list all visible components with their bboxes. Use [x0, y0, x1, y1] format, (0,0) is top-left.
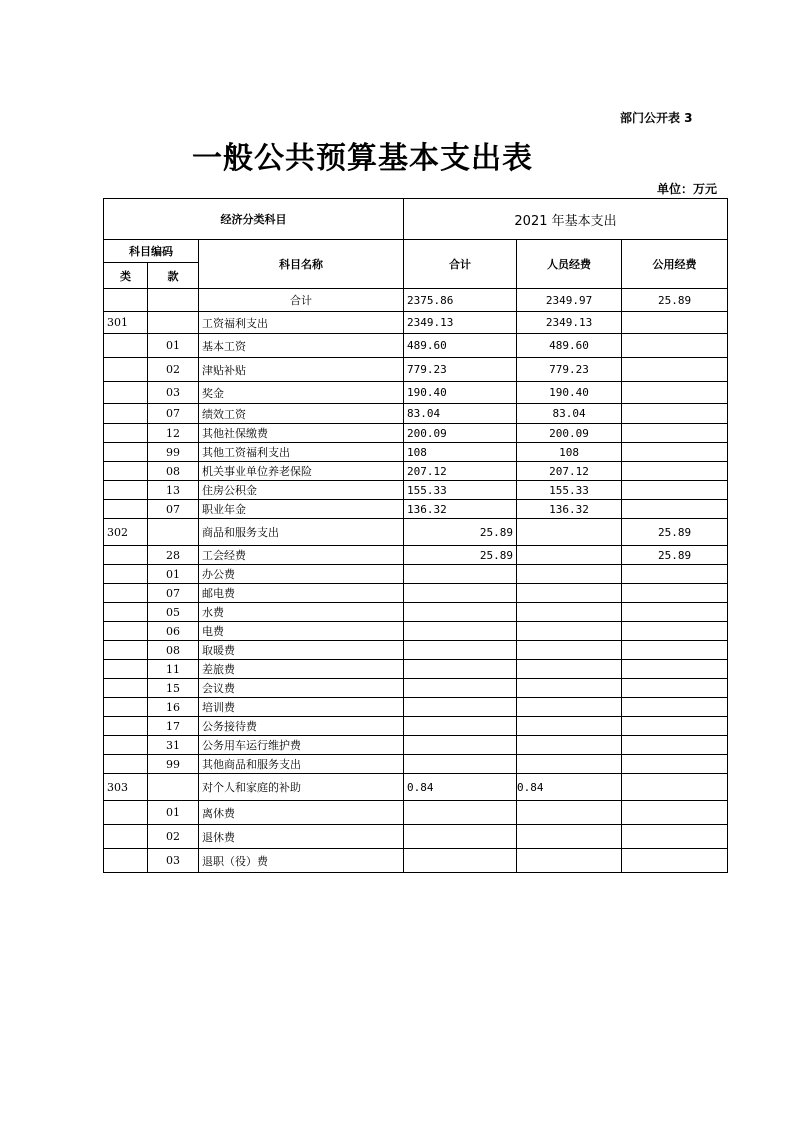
cell-item-code: 03 — [148, 382, 199, 404]
cell-class-code — [104, 755, 148, 774]
cell-public — [622, 358, 728, 382]
table-row — [104, 801, 728, 825]
cell-class-code: 303 — [104, 774, 148, 801]
cell-item-code — [148, 519, 199, 546]
cell-total — [404, 660, 517, 679]
cell-public — [622, 622, 728, 641]
header-name: 科目名称 — [199, 240, 404, 289]
cell-class-code — [104, 698, 148, 717]
cell-personnel — [517, 641, 622, 660]
cell-subject-name: 其他商品和服务支出 — [199, 755, 404, 774]
header-public: 公用经费 — [622, 240, 728, 289]
cell-total — [404, 717, 517, 736]
table-row — [104, 660, 728, 679]
cell-class-code — [104, 736, 148, 755]
cell-subject-name: 津贴补贴 — [199, 358, 404, 382]
cell-total: 190.40 — [404, 382, 517, 404]
cell-item-code: 07 — [148, 500, 199, 519]
cell-total: 155.33 — [404, 481, 517, 500]
table-row — [104, 404, 728, 424]
table-row — [104, 717, 728, 736]
table-row — [104, 679, 728, 698]
cell-personnel — [517, 660, 622, 679]
header-econ-class: 经济分类科目 — [104, 199, 404, 240]
cell-public — [622, 801, 728, 825]
cell-subject-name: 邮电费 — [199, 584, 404, 603]
cell-total: 108 — [404, 443, 517, 462]
table-row — [104, 641, 728, 660]
cell-class-code — [104, 500, 148, 519]
cell-subject-name: 其他社保缴费 — [199, 424, 404, 443]
cell-subject-name: 奖金 — [199, 382, 404, 404]
cell-public — [622, 565, 728, 584]
unit-label: 单位：万元 — [657, 182, 718, 196]
table-row — [104, 698, 728, 717]
table-row — [104, 358, 728, 382]
header-row-1 — [104, 199, 728, 240]
cell-class-code — [104, 849, 148, 873]
cell-subject-name: 会议费 — [199, 679, 404, 698]
table-row — [104, 849, 728, 873]
cell-public — [622, 424, 728, 443]
cell-personnel: 155.33 — [517, 481, 622, 500]
cell-class-code — [104, 679, 148, 698]
cell-class-code: 301 — [104, 312, 148, 334]
cell-total — [404, 603, 517, 622]
cell-public — [622, 849, 728, 873]
cell-class-code: 302 — [104, 519, 148, 546]
cell-personnel: 83.04 — [517, 404, 622, 424]
table-row — [104, 500, 728, 519]
cell-item-code: 99 — [148, 443, 199, 462]
cell-subject-name: 公务接待费 — [199, 717, 404, 736]
cell-personnel: 489.60 — [517, 334, 622, 358]
cell-total — [404, 849, 517, 873]
cell-total: 207.12 — [404, 462, 517, 481]
cell-total — [404, 698, 517, 717]
cell-subject-name: 商品和服务支出 — [199, 519, 404, 546]
cell-class-code — [104, 660, 148, 679]
table-row — [104, 443, 728, 462]
table-row — [104, 825, 728, 849]
cell-subject-name: 基本工资 — [199, 334, 404, 358]
cell-subject-name: 公务用车运行维护费 — [199, 736, 404, 755]
cell-public — [622, 717, 728, 736]
budget-table — [103, 198, 728, 873]
cell-class-code — [104, 424, 148, 443]
cell-subject-name: 水费 — [199, 603, 404, 622]
cell-class-code — [104, 481, 148, 500]
cell-subject-name: 合计 — [199, 289, 404, 312]
cell-public — [622, 679, 728, 698]
cell-public — [622, 382, 728, 404]
cell-class-code — [104, 622, 148, 641]
cell-subject-name: 培训费 — [199, 698, 404, 717]
header-personnel: 人员经费 — [517, 240, 622, 289]
cell-personnel — [517, 622, 622, 641]
cell-public — [622, 584, 728, 603]
cell-subject-name: 差旅费 — [199, 660, 404, 679]
cell-total — [404, 565, 517, 584]
cell-subject-name: 住房公积金 — [199, 481, 404, 500]
cell-total: 489.60 — [404, 334, 517, 358]
cell-item-code — [148, 312, 199, 334]
cell-item-code: 99 — [148, 755, 199, 774]
table-row — [104, 755, 728, 774]
cell-class-code — [104, 801, 148, 825]
cell-item-code: 01 — [148, 565, 199, 584]
cell-item-code — [148, 289, 199, 312]
cell-item-code: 16 — [148, 698, 199, 717]
cell-public — [622, 641, 728, 660]
cell-personnel — [517, 717, 622, 736]
cell-subject-name: 办公费 — [199, 565, 404, 584]
table-number-label: 部门公开表 3 — [620, 111, 693, 125]
cell-personnel — [517, 519, 622, 546]
header-kuan: 款 — [148, 263, 199, 289]
table-row — [104, 462, 728, 481]
cell-item-code: 28 — [148, 546, 199, 565]
cell-public — [622, 603, 728, 622]
cell-subject-name: 退休费 — [199, 825, 404, 849]
cell-personnel — [517, 736, 622, 755]
cell-total: 779.23 — [404, 358, 517, 382]
cell-item-code: 05 — [148, 603, 199, 622]
cell-personnel: 207.12 — [517, 462, 622, 481]
cell-personnel — [517, 825, 622, 849]
cell-public: 25.89 — [622, 289, 728, 312]
cell-item-code: 07 — [148, 584, 199, 603]
cell-subject-name: 工资福利支出 — [199, 312, 404, 334]
cell-item-code: 02 — [148, 825, 199, 849]
cell-public — [622, 660, 728, 679]
cell-subject-name: 对个人和家庭的补助 — [199, 774, 404, 801]
cell-item-code: 31 — [148, 736, 199, 755]
cell-class-code — [104, 603, 148, 622]
cell-personnel: 0.84 — [517, 774, 622, 801]
cell-subject-name: 退职（役）费 — [199, 849, 404, 873]
cell-personnel — [517, 565, 622, 584]
table-row — [104, 622, 728, 641]
cell-item-code: 01 — [148, 334, 199, 358]
cell-item-code: 08 — [148, 462, 199, 481]
table-row — [104, 519, 728, 546]
cell-total: 25.89 — [404, 519, 517, 546]
cell-total — [404, 679, 517, 698]
cell-total — [404, 641, 517, 660]
cell-class-code — [104, 825, 148, 849]
cell-subject-name: 绩效工资 — [199, 404, 404, 424]
table-row — [104, 382, 728, 404]
cell-subject-name: 取暖费 — [199, 641, 404, 660]
cell-personnel: 136.32 — [517, 500, 622, 519]
cell-total — [404, 825, 517, 849]
table-row — [104, 481, 728, 500]
cell-public — [622, 334, 728, 358]
cell-public — [622, 481, 728, 500]
cell-class-code — [104, 584, 148, 603]
cell-total — [404, 801, 517, 825]
cell-class-code — [104, 462, 148, 481]
cell-item-code: 17 — [148, 717, 199, 736]
table-row — [104, 584, 728, 603]
cell-total: 83.04 — [404, 404, 517, 424]
cell-personnel: 108 — [517, 443, 622, 462]
cell-total — [404, 736, 517, 755]
cell-personnel: 2349.13 — [517, 312, 622, 334]
cell-item-code: 11 — [148, 660, 199, 679]
cell-item-code: 15 — [148, 679, 199, 698]
cell-subject-name: 职业年金 — [199, 500, 404, 519]
cell-public: 25.89 — [622, 519, 728, 546]
cell-public — [622, 755, 728, 774]
cell-personnel — [517, 801, 622, 825]
cell-public: 25.89 — [622, 546, 728, 565]
cell-personnel — [517, 679, 622, 698]
cell-personnel: 200.09 — [517, 424, 622, 443]
cell-public — [622, 500, 728, 519]
cell-public — [622, 404, 728, 424]
cell-class-code — [104, 443, 148, 462]
table-row — [104, 424, 728, 443]
cell-item-code — [148, 774, 199, 801]
cell-total — [404, 584, 517, 603]
table-row — [104, 334, 728, 358]
header-code: 科目编码 — [104, 240, 199, 263]
cell-item-code: 13 — [148, 481, 199, 500]
cell-total: 200.09 — [404, 424, 517, 443]
cell-public — [622, 462, 728, 481]
cell-item-code: 07 — [148, 404, 199, 424]
header-total: 合计 — [404, 240, 517, 289]
cell-class-code — [104, 358, 148, 382]
cell-personnel — [517, 584, 622, 603]
table-row — [104, 546, 728, 565]
cell-personnel — [517, 546, 622, 565]
cell-item-code: 01 — [148, 801, 199, 825]
cell-item-code: 02 — [148, 358, 199, 382]
cell-class-code — [104, 546, 148, 565]
cell-item-code: 08 — [148, 641, 199, 660]
cell-public — [622, 443, 728, 462]
table-row — [104, 774, 728, 801]
cell-total: 2375.86 — [404, 289, 517, 312]
header-year-basic: 2021 年基本支出 — [404, 199, 728, 240]
cell-public — [622, 736, 728, 755]
cell-personnel — [517, 755, 622, 774]
header-row-2 — [104, 240, 728, 263]
cell-total: 0.84 — [404, 774, 517, 801]
cell-class-code — [104, 289, 148, 312]
cell-class-code — [104, 404, 148, 424]
cell-personnel — [517, 849, 622, 873]
cell-public — [622, 312, 728, 334]
cell-class-code — [104, 565, 148, 584]
cell-class-code — [104, 717, 148, 736]
cell-subject-name: 机关事业单位养老保险 — [199, 462, 404, 481]
table-row — [104, 565, 728, 584]
cell-subject-name: 其他工资福利支出 — [199, 443, 404, 462]
table-row — [104, 289, 728, 312]
table-row — [104, 736, 728, 755]
page-title: 一般公共预算基本支出表 — [192, 141, 533, 176]
cell-class-code — [104, 334, 148, 358]
cell-personnel: 779.23 — [517, 358, 622, 382]
cell-personnel — [517, 698, 622, 717]
cell-item-code: 06 — [148, 622, 199, 641]
cell-class-code — [104, 641, 148, 660]
table-row — [104, 603, 728, 622]
cell-total — [404, 622, 517, 641]
cell-total: 2349.13 — [404, 312, 517, 334]
cell-item-code: 12 — [148, 424, 199, 443]
cell-total: 25.89 — [404, 546, 517, 565]
cell-public — [622, 825, 728, 849]
cell-public — [622, 774, 728, 801]
header-lei: 类 — [104, 263, 148, 289]
cell-subject-name: 工会经费 — [199, 546, 404, 565]
cell-personnel: 190.40 — [517, 382, 622, 404]
cell-total — [404, 755, 517, 774]
cell-personnel: 2349.97 — [517, 289, 622, 312]
cell-personnel — [517, 603, 622, 622]
cell-class-code — [104, 382, 148, 404]
cell-subject-name: 电费 — [199, 622, 404, 641]
cell-public — [622, 698, 728, 717]
cell-subject-name: 离休费 — [199, 801, 404, 825]
cell-total: 136.32 — [404, 500, 517, 519]
table-row — [104, 312, 728, 334]
cell-item-code: 03 — [148, 849, 199, 873]
